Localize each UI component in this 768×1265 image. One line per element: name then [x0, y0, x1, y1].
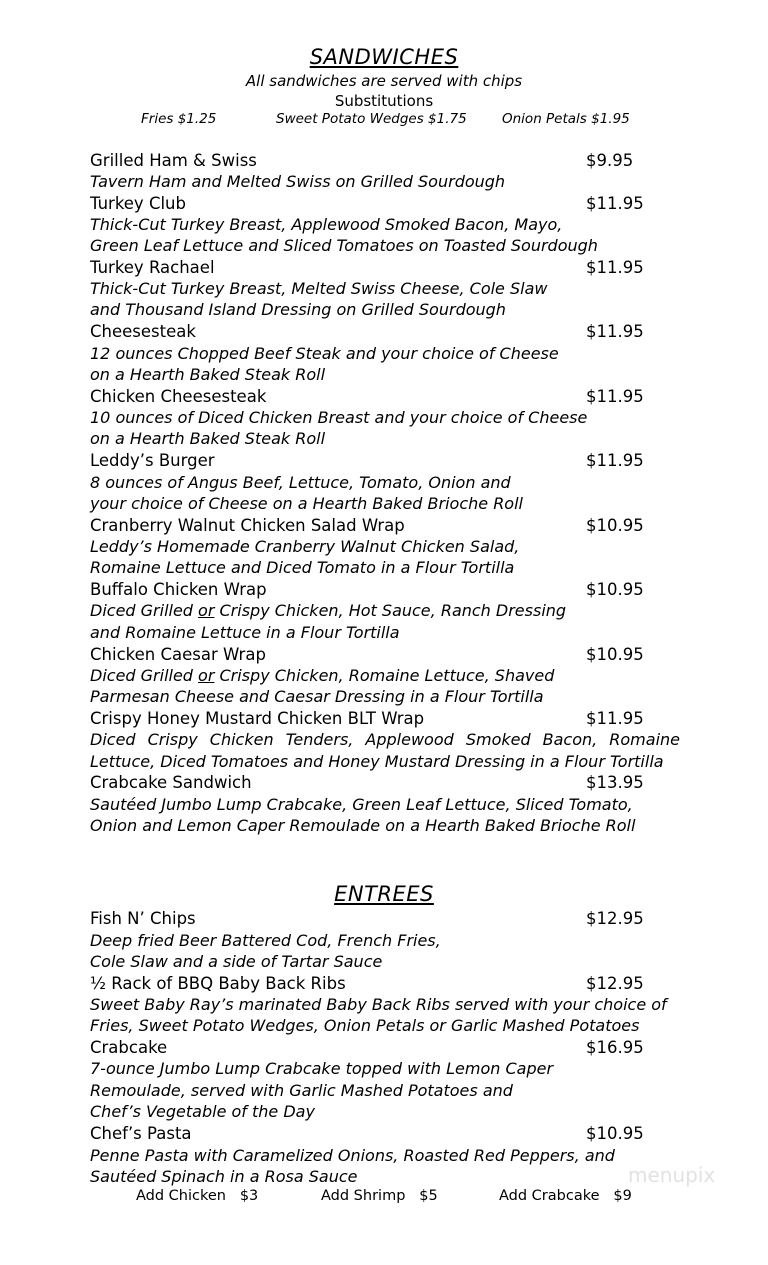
- item-name: Cranberry Walnut Chicken Salad Wrap: [90, 516, 405, 535]
- item-price: $10.95: [586, 1124, 644, 1143]
- item-name: Turkey Club: [90, 194, 186, 213]
- item-description: Sautéed Jumbo Lump Crabcake, Green Leaf Lettuce, Sliced Tomato,: [90, 795, 633, 814]
- item-name: Leddy’s Burger: [90, 451, 215, 470]
- item-description: Lettuce, Diced Tomatoes and Honey Mustard Dressing in a Flour Tortilla: [90, 752, 664, 771]
- item-price: $9.95: [586, 151, 634, 170]
- sandwiches-note: All sandwiches are served with chips: [245, 72, 523, 90]
- item-description: Thick-Cut Turkey Breast, Melted Swiss Cheese, Cole Slaw: [90, 279, 548, 298]
- item-price: $10.95: [586, 580, 644, 599]
- item-name: Chef’s Pasta: [90, 1124, 192, 1143]
- item-name: Buffalo Chicken Wrap: [90, 580, 267, 599]
- item-description: 8 ounces of Angus Beef, Lettuce, Tomato, Onion and: [90, 473, 511, 492]
- item-description: [90, 601, 566, 620]
- desc-part: Diced Grilled: [90, 666, 199, 685]
- item-description: 7-ounce Jumbo Lump Crabcake topped with Lemon Caper: [90, 1059, 554, 1078]
- item-description: Deep fried Beer Battered Cod, French Fries,: [90, 931, 441, 950]
- sandwiches-title: SANDWICHES: [309, 45, 459, 69]
- item-price: $13.95: [586, 773, 644, 792]
- item-description: Thick-Cut Turkey Breast, Applewood Smoked Bacon, Mayo,: [90, 215, 563, 234]
- item-price: $11.95: [586, 451, 644, 470]
- item-description: and Romaine Lettuce in a Flour Tortilla: [90, 623, 400, 642]
- item-price: $16.95: [586, 1038, 644, 1057]
- addon-price: $5: [419, 1188, 438, 1204]
- item-price: $11.95: [586, 322, 644, 341]
- item-description: Diced Crispy Chicken Tenders, Applewood Smoked Bacon, Romaine: [90, 730, 680, 749]
- item-price: $11.95: [586, 387, 644, 406]
- item-description: Parmesan Cheese and Caesar Dressing in a Flour Tortilla: [90, 687, 544, 706]
- desc-or: or: [198, 601, 215, 620]
- item-name: ½ Rack of BBQ Baby Back Ribs: [90, 974, 346, 993]
- substitution-onion-petals: Onion Petals $1.95: [502, 111, 630, 127]
- watermark: menupix: [628, 1163, 716, 1187]
- item-name: Turkey Rachael: [90, 258, 215, 277]
- item-price: $12.95: [586, 974, 644, 993]
- item-description: 10 ounces of Diced Chicken Breast and your choice of Cheese: [90, 408, 588, 427]
- addon-price: $3: [239, 1188, 259, 1204]
- item-description: Cole Slaw and a side of Tartar Sauce: [90, 952, 383, 971]
- item-name: Crabcake Sandwich: [90, 773, 252, 792]
- item-description: Green Leaf Lettuce and Sliced Tomatoes on Toasted Sourdough: [90, 236, 598, 255]
- addon-shrimp: [321, 1188, 438, 1204]
- desc-part: Diced Grilled: [90, 601, 199, 620]
- addon-price: $9: [613, 1188, 632, 1204]
- item-price: $11.95: [586, 194, 644, 213]
- item-price: $11.95: [586, 709, 644, 728]
- item-name: Grilled Ham & Swiss: [90, 151, 257, 170]
- item-description: Leddy’s Homemade Cranberry Walnut Chicken Salad,: [90, 537, 520, 556]
- item-description: and Thousand Island Dressing on Grilled Sourdough: [90, 300, 506, 319]
- addon-crabcake: [499, 1188, 632, 1204]
- addon-label: Add Shrimp: [321, 1188, 406, 1204]
- item-description: Fries, Sweet Potato Wedges, Onion Petals or Garlic Mashed Potatoes: [90, 1016, 640, 1035]
- item-price: $11.95: [586, 258, 644, 277]
- item-description: your choice of Cheese on a Hearth Baked Brioche Roll: [90, 494, 523, 513]
- item-price: $12.95: [586, 909, 644, 928]
- entrees-title: ENTREES: [334, 882, 434, 906]
- item-name: Cheesesteak: [90, 322, 196, 341]
- item-description: on a Hearth Baked Steak Roll: [90, 429, 326, 448]
- addon-label: Add Crabcake: [499, 1188, 600, 1204]
- addon-chicken: [136, 1188, 258, 1204]
- item-price: $10.95: [586, 645, 644, 664]
- item-name: Crabcake: [90, 1038, 168, 1057]
- item-description: Sautéed Spinach in a Rosa Sauce: [90, 1167, 358, 1186]
- item-description: Romaine Lettuce and Diced Tomato in a Flour Tortilla: [90, 558, 515, 577]
- substitution-fries: Fries $1.25: [141, 111, 217, 127]
- item-description: Penne Pasta with Caramelized Onions, Roasted Red Peppers, and: [90, 1146, 615, 1165]
- desc-or: or: [198, 666, 215, 685]
- desc-part: Crispy Chicken, Hot Sauce, Ranch Dressing: [214, 601, 567, 620]
- item-name: Fish N’ Chips: [90, 909, 196, 928]
- item-description: Onion and Lemon Caper Remoulade on a Hearth Baked Brioche Roll: [90, 816, 636, 835]
- item-description: 12 ounces Chopped Beef Steak and your choice of Cheese: [90, 344, 559, 363]
- item-description: Sweet Baby Ray’s marinated Baby Back Ribs served with your choice of: [90, 995, 667, 1014]
- item-description: on a Hearth Baked Steak Roll: [90, 365, 326, 384]
- item-name: Chicken Caesar Wrap: [90, 645, 266, 664]
- substitutions-heading: Substitutions: [334, 92, 434, 110]
- addon-label: Add Chicken: [136, 1188, 226, 1204]
- item-description: Chef’s Vegetable of the Day: [90, 1102, 315, 1121]
- item-description: [90, 666, 554, 685]
- item-description: Remoulade, served with Garlic Mashed Potatoes and: [90, 1081, 513, 1100]
- item-name: Chicken Cheesesteak: [90, 387, 267, 406]
- item-description: Tavern Ham and Melted Swiss on Grilled Sourdough: [90, 172, 506, 191]
- item-name: Crispy Honey Mustard Chicken BLT Wrap: [90, 709, 425, 728]
- substitution-sweet-potato: Sweet Potato Wedges $1.75: [276, 111, 467, 127]
- item-price: $10.95: [586, 516, 644, 535]
- desc-part: Crispy Chicken, Romaine Lettuce, Shaved: [214, 666, 555, 685]
